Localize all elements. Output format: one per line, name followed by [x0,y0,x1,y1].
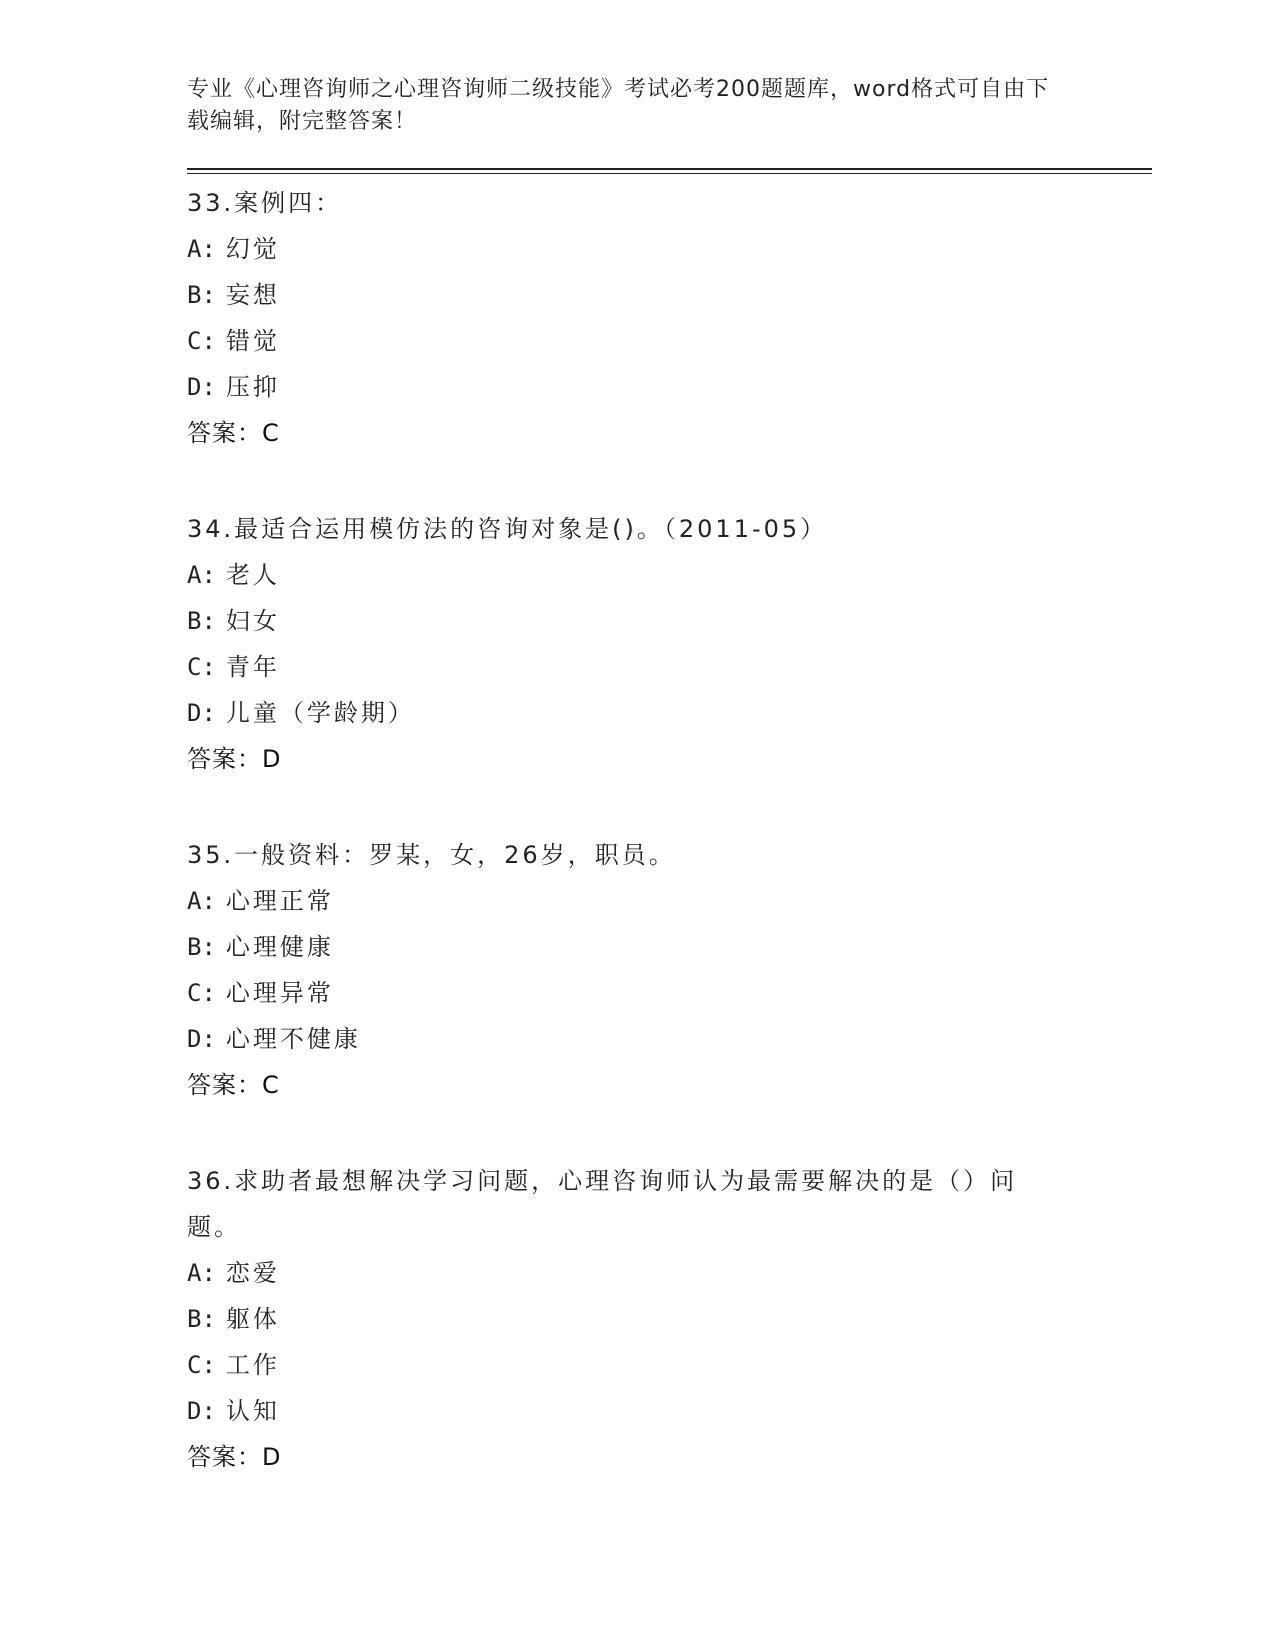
option-letter: A: [187,235,216,263]
option-letter: D: [187,1025,216,1053]
option-text: 压抑 [225,373,280,401]
option-letter: B: [187,1305,216,1333]
option-b [187,272,1152,318]
option-text: 心理正常 [225,887,334,915]
option-c [187,1342,1152,1388]
header-divider [187,168,1152,170]
option-letter: C: [187,327,216,355]
option-letter: A: [187,1259,216,1287]
answer-line: 答案：C [187,419,280,447]
option-c [187,318,1152,364]
document-page [187,70,1152,1530]
option-d [187,690,1152,736]
document-header: 专业《心理咨询师之心理咨询师二级技能》考试必考200题题库，word格式可自由下载编辑，附完整答案！ [187,77,1050,134]
option-a [187,226,1152,272]
option-c [187,970,1152,1016]
option-text: 认知 [225,1397,280,1425]
option-b [187,1296,1152,1342]
question-stem: 33.案例四： [187,189,343,217]
answer-line: 答案：D [187,1443,282,1471]
option-letter: D: [187,1397,216,1425]
option-letter: D: [187,699,216,727]
option-text: 心理健康 [225,933,334,961]
question-list [187,180,1152,1480]
option-text: 躯体 [225,1305,280,1333]
question-stem: 36.求助者最想解决学习问题，心理咨询师认为最需要解决的是（）问题。 [187,1167,1018,1241]
option-d [187,1016,1152,1062]
option-letter: C: [187,1351,216,1379]
option-text: 心理异常 [225,979,334,1007]
option-b [187,598,1152,644]
option-letter: A: [187,561,216,589]
option-b [187,924,1152,970]
answer-line: 答案：D [187,745,282,773]
option-letter: C: [187,979,216,1007]
option-a [187,552,1152,598]
option-text: 妇女 [225,607,280,635]
option-letter: D: [187,373,216,401]
answer-line: 答案：C [187,1071,280,1099]
option-d [187,1388,1152,1434]
option-letter: A: [187,887,216,915]
option-text: 青年 [225,653,280,681]
question-stem: 35.一般资料：罗某，女，26岁，职员。 [187,841,676,869]
option-letter: B: [187,281,216,309]
option-text: 工作 [225,1351,280,1379]
question-35 [187,832,1152,1108]
option-a [187,1250,1152,1296]
option-text: 儿童（学龄期） [225,699,415,727]
question-36 [187,1158,1152,1480]
option-letter: C: [187,653,216,681]
question-33 [187,180,1152,456]
option-d [187,364,1152,410]
option-letter: B: [187,933,216,961]
option-text: 幻觉 [225,235,280,263]
question-stem: 34.最适合运用模仿法的咨询对象是()。（2011-05） [187,515,828,543]
option-text: 心理不健康 [225,1025,361,1053]
option-text: 恋爱 [225,1259,280,1287]
option-c [187,644,1152,690]
option-text: 妄想 [225,281,280,309]
option-text: 错觉 [225,327,280,355]
option-a [187,878,1152,924]
option-letter: B: [187,607,216,635]
question-34 [187,506,1152,782]
option-text: 老人 [225,561,280,589]
